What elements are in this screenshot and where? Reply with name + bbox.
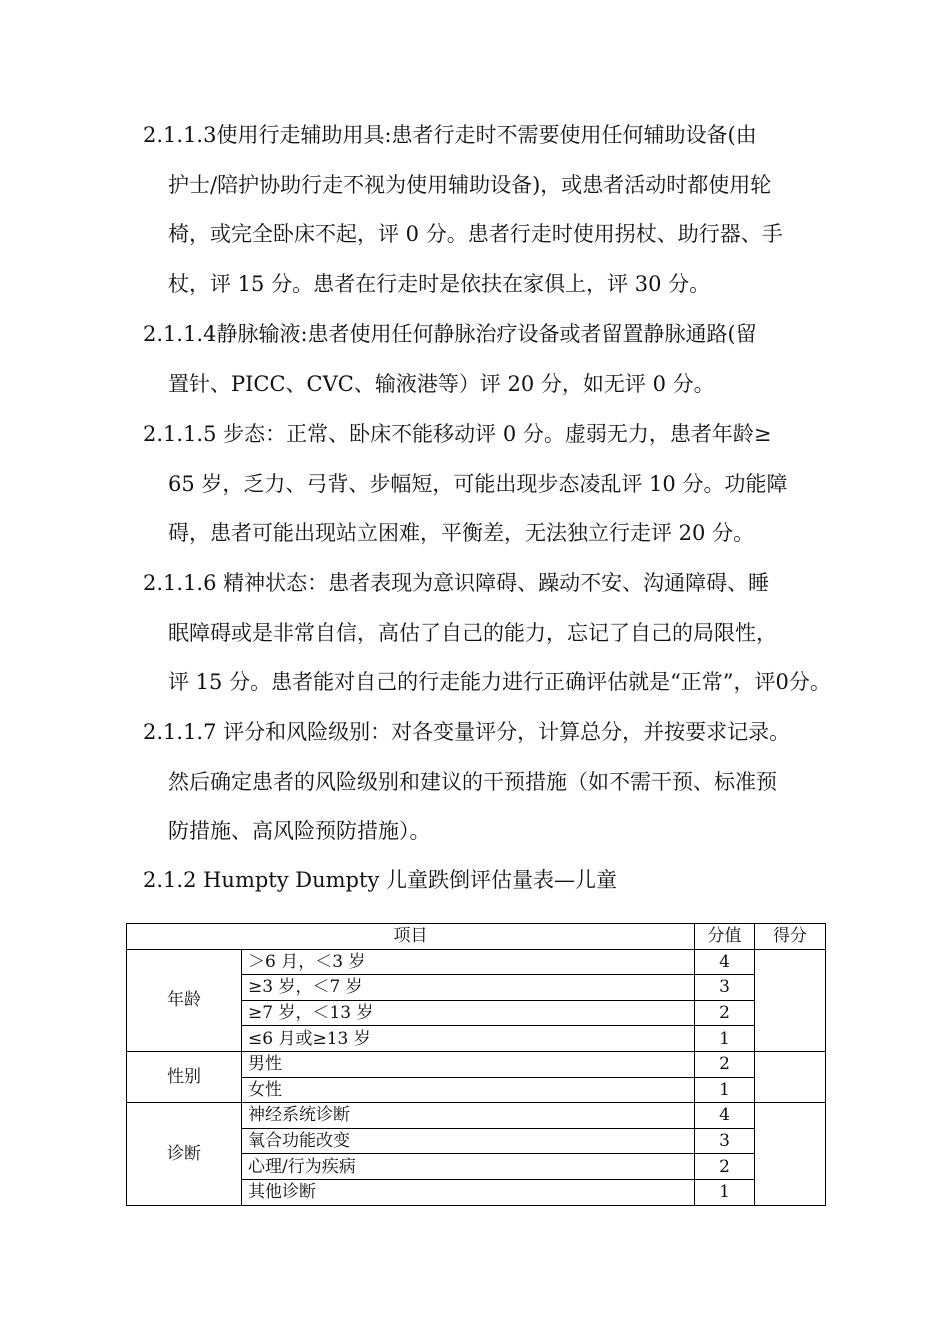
paragraph-2-1-1-5 [143, 410, 818, 559]
text-line: 置针、PICC、CVC、输液港等）评 20 分，如无评 0 分。 [168, 371, 715, 396]
text-line: 2.1.1.6 精神状态：患者表现为意识障碍、躁动不安、沟通障碍、睡 [143, 571, 770, 595]
table-header-row [127, 924, 826, 950]
item-cell: 女性 [242, 1077, 695, 1103]
text-line: 2.1.1.3使用行走辅助用具:患者行走时不需要使用任何辅助设备(由 [143, 123, 757, 147]
item-cell: 其他诊断 [242, 1179, 695, 1205]
value-cell: 3 [695, 1128, 755, 1154]
text-line: 椅，或完全卧床不起，评 0 分。患者行走时使用拐杖、助行器、手 [168, 222, 783, 246]
header-value: 分值 [695, 924, 755, 950]
value-cell: 3 [695, 975, 755, 1001]
text-line: 杖，评 15 分。患者在行走时是依扶在家俱上，评 30 分。 [168, 271, 711, 296]
item-cell: ＞6 月，＜3 岁 [242, 949, 695, 975]
table-row [127, 949, 826, 975]
text-line: 2.1.1.4静脉输液:患者使用任何静脉治疗设备或者留置静脉通路(留 [143, 322, 757, 346]
section-heading: 2.1.2 Humpty Dumpty 儿童跌倒评估量表—儿童 [143, 868, 617, 892]
paragraph-2-1-1-7 [143, 708, 818, 857]
text-line: 2.1.1.7 评分和风险级别：对各变量评分，计算总分，并按要求记录。 [143, 720, 791, 744]
paragraph-2-1-1-4 [143, 310, 818, 409]
score-cell-age[interactable] [755, 949, 826, 1051]
text-line: 护士/陪护协助行走不视为使用辅助设备)，或患者活动时都使用轮 [168, 172, 772, 197]
text-line: 然后确定患者的风险级别和建议的干预措施（如不需干预、标准预 [168, 769, 777, 794]
text-line: 65 岁，乏力、弓背、步幅短，可能出现步态凌乱评 10 分。功能障 [168, 471, 788, 496]
value-cell: 2 [695, 1154, 755, 1180]
item-cell: 氧合功能改变 [242, 1128, 695, 1154]
value-cell: 4 [695, 949, 755, 975]
item-cell: ≤6 月或≥13 岁 [242, 1026, 695, 1052]
item-cell: 心理/行为疾病 [242, 1154, 695, 1180]
value-cell: 1 [695, 1026, 755, 1052]
text-line: 眠障碍或是非常自信，高估了自己的能力，忘记了自己的局限性， [168, 620, 777, 645]
paragraph-2-1-1-6 [143, 559, 831, 708]
paragraph-2-1-1-3 [143, 111, 818, 309]
item-cell: 男性 [242, 1051, 695, 1077]
table-row [127, 1103, 826, 1129]
category-diagnosis: 诊断 [127, 1103, 242, 1205]
value-cell: 1 [695, 1179, 755, 1205]
header-score: 得分 [755, 924, 826, 950]
category-gender: 性别 [127, 1051, 242, 1102]
item-cell: ≥3 岁，＜7 岁 [242, 975, 695, 1001]
humpty-dumpty-scale-table [126, 923, 826, 1206]
item-cell: ≥7 岁，＜13 岁 [242, 1000, 695, 1026]
value-cell: 2 [695, 1051, 755, 1077]
score-cell-diagnosis[interactable] [755, 1103, 826, 1205]
header-item: 项目 [127, 924, 695, 950]
item-cell: 神经系统诊断 [242, 1103, 695, 1129]
text-line: 2.1.1.5 步态：正常、卧床不能移动评 0 分。虚弱无力，患者年龄≥ [143, 422, 772, 446]
value-cell: 1 [695, 1077, 755, 1103]
score-cell-gender[interactable] [755, 1051, 826, 1102]
text-line: 碍，患者可能出现站立困难，平衡差，无法独立行走评 20 分。 [168, 521, 755, 545]
text-line: 防措施、高风险预防措施）。 [168, 819, 431, 843]
value-cell: 4 [695, 1103, 755, 1129]
text-line: 评 15 分。患者能对自己的行走能力进行正确评估就是“正常”，评0分。 [168, 670, 831, 694]
category-age: 年龄 [127, 949, 242, 1051]
table-row [127, 1051, 826, 1077]
value-cell: 2 [695, 1000, 755, 1026]
